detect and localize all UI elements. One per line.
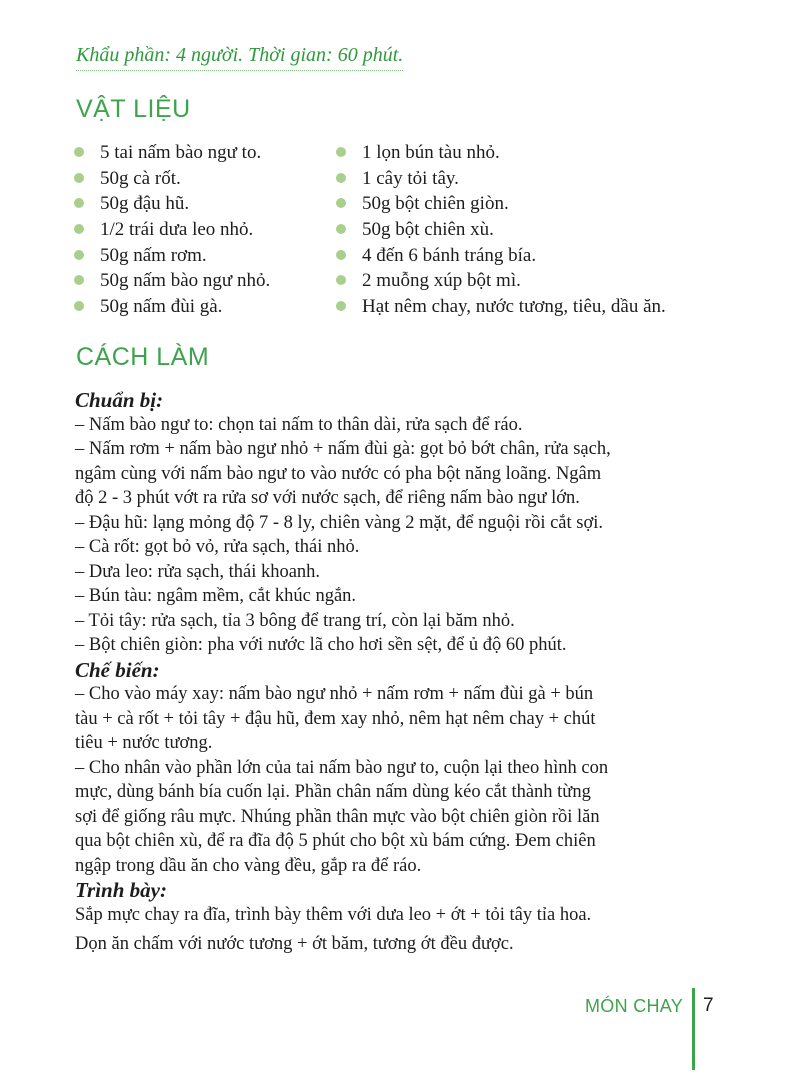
ingredients-list-right [336, 140, 666, 320]
ingredient-item: 50g nấm bào ngư nhỏ. [74, 268, 270, 294]
prep-line: – Bột chiên giòn: pha với nước lã cho hơi sền sệt, để ủ độ 60 phút. [75, 635, 567, 655]
cook-line: tiêu + nước tương. [75, 733, 213, 753]
ingredients-list-left [74, 140, 270, 320]
ingredient-item: 50g cà rốt. [74, 166, 270, 192]
ingredient-item: 4 đến 6 bánh tráng bía. [336, 243, 666, 269]
ingredient-item: 5 tai nấm bào ngư to. [74, 140, 270, 166]
cook-line: sợi để giống râu mực. Nhúng phần thân mực vào bột chiên giòn rồi lăn [75, 806, 600, 827]
bullet-icon [74, 301, 84, 311]
prep-line: ngâm cùng với nấm bào ngư to vào nước có pha bột năng loãng. Ngâm [75, 463, 602, 484]
prep-title: Chuẩn bị: [75, 388, 164, 412]
cook-title: Chế biến: [75, 657, 160, 682]
bullet-icon [336, 173, 346, 183]
prep-line: – Đậu hũ: lạng mỏng độ 7 - 8 ly, chiên vàng 2 mặt, để nguội rồi cắt sợi. [75, 512, 604, 533]
ingredient-item: 1 lọn bún tàu nhỏ. [336, 140, 666, 166]
prep-line: – Nấm bào ngư to: chọn tai nấm to thân dài, rửa sạch để ráo. [75, 414, 523, 435]
ingredient-item: 50g nấm đùi gà. [74, 294, 270, 320]
present-title: Trình bày: [75, 878, 167, 902]
bullet-icon [74, 275, 84, 285]
cook-line: tàu + cà rốt + tỏi tây + đậu hũ, đem xay nhỏ, nêm hạt nêm chay + chút [75, 708, 596, 729]
prep-line: – Bún tàu: ngâm mềm, cắt khúc ngắn. [75, 586, 357, 606]
bullet-icon [336, 301, 346, 311]
cook-line: ngập trong dầu ăn cho vàng đều, gắp ra để ráo. [75, 855, 422, 876]
ingredient-item: 50g nấm rơm. [74, 243, 270, 269]
present-line: Sắp mực chay ra đĩa, trình bày thêm với dưa leo + ớt + tỏi tây tỉa hoa. [75, 904, 592, 925]
ingredient-item: Hạt nêm chay, nước tương, tiêu, dầu ăn. [336, 294, 666, 320]
prep-line: – Cà rốt: gọt bỏ vỏ, rửa sạch, thái nhỏ. [75, 537, 360, 557]
ingredient-item: 1 cây tỏi tây. [336, 166, 666, 192]
method-body [75, 388, 735, 957]
cook-line: – Cho vào máy xay: nấm bào ngư nhỏ + nấm rơm + nấm đùi gà + bún [75, 684, 594, 704]
page-number: 7 [703, 995, 714, 1016]
bullet-icon [336, 275, 346, 285]
cook-line: qua bột chiên xù, để ra đĩa độ 5 phút cho bột xù bám cứng. Đem chiên [75, 831, 596, 851]
prep-line: độ 2 - 3 phút vớt ra rửa sơ với nước sạch, để riêng nấm bào ngư lớn. [75, 488, 580, 508]
present-line: Dọn ăn chấm với nước tương + ớt băm, tương ớt đều được. [75, 934, 514, 954]
bullet-icon [74, 198, 84, 208]
method-heading: CÁCH LÀM [76, 343, 210, 371]
ingredient-item: 2 muỗng xúp bột mì. [336, 268, 666, 294]
bullet-icon [74, 173, 84, 183]
prep-line: – Dưa leo: rửa sạch, thái khoanh. [75, 561, 321, 582]
section-label: MÓN CHAY [585, 996, 684, 1016]
ingredient-item: 50g bột chiên xù. [336, 217, 666, 243]
bullet-icon [74, 147, 84, 157]
bullet-icon [336, 224, 346, 234]
bullet-icon [336, 147, 346, 157]
prep-line: – Nấm rơm + nấm bào ngư nhỏ + nấm đùi gà: gọt bỏ bớt chân, rửa sạch, [75, 439, 611, 459]
footer-divider [692, 988, 695, 1070]
cook-line: mực, dùng bánh bía cuốn lại. Phần chân nấm dùng kéo cắt thành từng [75, 782, 591, 802]
bullet-icon [336, 250, 346, 260]
ingredient-item: 50g đậu hũ. [74, 191, 270, 217]
ingredients-heading: VẬT LIỆU [76, 95, 191, 123]
bullet-icon [74, 250, 84, 260]
bullet-icon [74, 224, 84, 234]
cook-line: – Cho nhân vào phần lớn của tai nấm bào ngư to, cuộn lại theo hình con [75, 757, 609, 778]
serving-info: Khẩu phần: 4 người. Thời gian: 60 phút. [76, 44, 403, 71]
bullet-icon [336, 198, 346, 208]
ingredient-item: 1/2 trái dưa leo nhỏ. [74, 217, 270, 243]
prep-line: – Tỏi tây: rửa sạch, tỉa 3 bông để trang trí, còn lại băm nhỏ. [75, 610, 515, 631]
ingredient-item: 50g bột chiên giòn. [336, 191, 666, 217]
